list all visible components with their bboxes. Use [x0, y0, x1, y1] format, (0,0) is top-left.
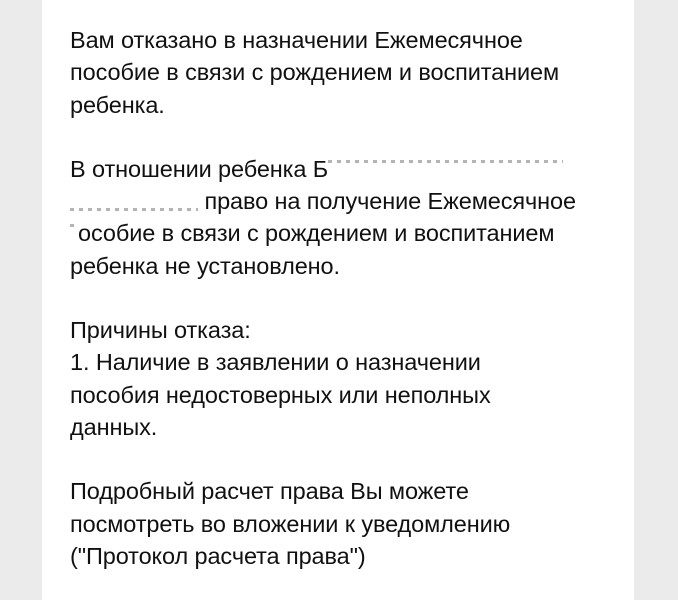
calculation-details: [70, 475, 630, 572]
reasons-heading: Причины отказа:: [70, 317, 251, 344]
notification-message: [70, 24, 630, 572]
reason-1-line-3: данных.: [70, 413, 158, 440]
reason-1-line-1: 1. Наличие в заявлении о назначении: [70, 349, 481, 376]
intro-line-3: ребенка.: [70, 91, 165, 118]
child-line-3-text: особие в связи с рождением и воспитанием: [78, 220, 555, 247]
notification-card: [42, 0, 634, 600]
intro-line-2: пособие в связи с рождением и воспитанием: [70, 59, 560, 86]
paragraph-gap: [70, 121, 630, 153]
refusal-reasons: [70, 314, 630, 443]
paragraph-gap: [70, 282, 630, 314]
paragraph-gap: [70, 443, 630, 475]
intro-line-1: Вам отказано в назначении Ежемесячное: [70, 27, 523, 53]
redacted-letter: [70, 222, 78, 244]
redacted-child-name: [328, 158, 563, 180]
child-line-2-text: право на получение Ежемесячное: [204, 188, 576, 215]
details-line-2: посмотреть во вложении к уведомлению: [70, 510, 511, 537]
child-paragraph: [70, 153, 630, 282]
redacted-child-patronymic: [70, 190, 198, 212]
child-line-3: [70, 217, 630, 249]
refusal-intro: [70, 24, 630, 121]
child-line-4: ребенка не установлено.: [70, 252, 340, 279]
child-line-2: [70, 185, 630, 217]
child-line-1: [70, 153, 630, 185]
details-line-3: ("Протокол расчета права"): [70, 542, 366, 569]
child-line-1-text: В отношении ребенка Б: [70, 155, 329, 182]
details-line-1: Подробный расчет права Вы можете: [70, 478, 469, 505]
reason-1-line-2: пособия недостоверных или неполных: [70, 381, 491, 408]
